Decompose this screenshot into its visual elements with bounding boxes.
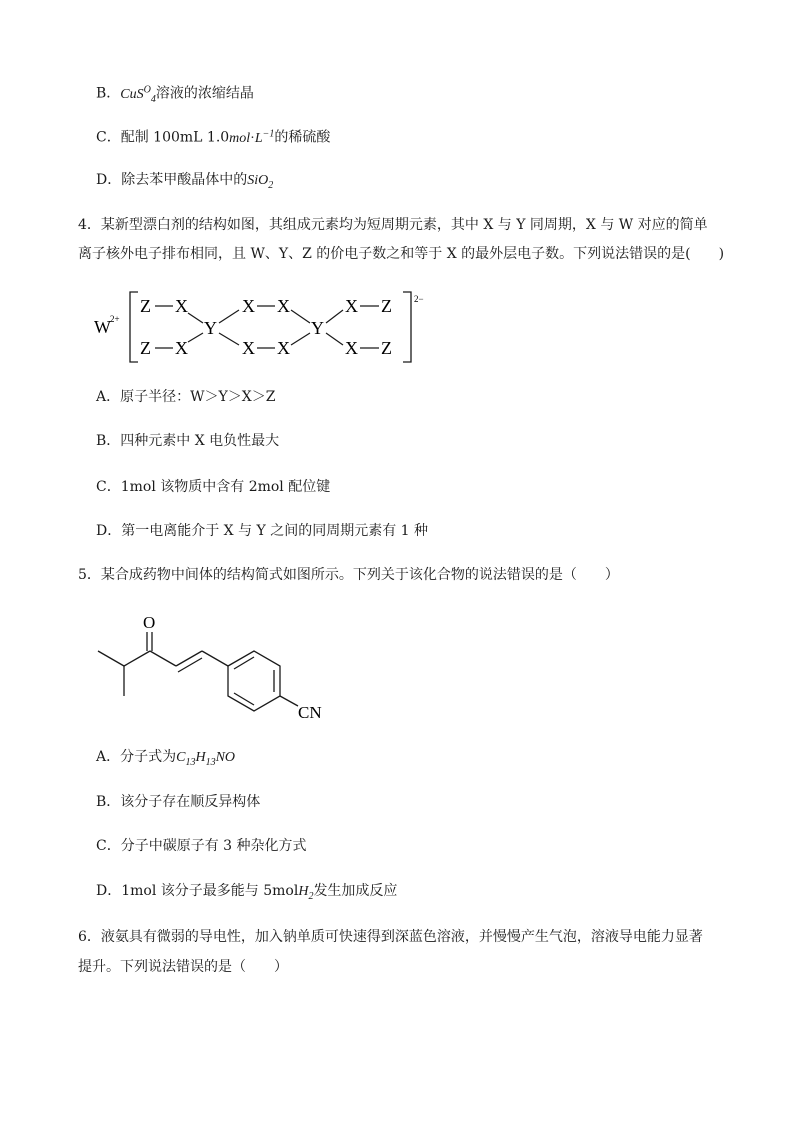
anion-charge: 2− [414,294,424,304]
q4-option-b: B．四种元素中 X 电负性最大 [96,433,280,449]
q5-option-a-formula [176,750,236,768]
unit-l: L [254,130,263,146]
cation-w: W [94,317,111,337]
formula-c-sub: 13 [185,756,196,768]
atom-x-mid-bl: X [242,338,255,358]
q3-option-c-unit [229,128,275,146]
formula-o2: O [258,173,269,188]
q4-option-d: D．第一电离能介于 X 与 Y 之间的同周期元素有 1 种 [96,523,429,539]
right-bracket [403,292,411,362]
unit-sup: −1 [262,128,275,139]
atom-oxygen: O [143,613,156,632]
atom-x-bottom-right: X [345,338,358,358]
atom-x-mid-br: X [277,338,290,358]
q5-option-b: B．该分子存在顺反异构体 [96,794,261,810]
formula-sub-4: 4 [150,93,156,105]
atom-x-bottom-left: X [175,338,188,358]
q5-option-d-formula [298,884,314,902]
atom-x-top-right: X [345,296,358,316]
atom-z-top-left: Z [140,296,151,316]
formula-h2: H [298,884,309,899]
q6-stem-line2: 提升。下列说法错误的是（ ） [78,959,288,975]
atom-y-left: Y [204,318,217,338]
q4-stem-line1: 4．某新型漂白剂的结构如图，其组成元素均为短周期元素，其中 X 与 Y 同周期，X 与 W 对应的简单 [78,217,708,233]
skeletal-bonds [98,632,298,711]
q5-option-d [96,881,397,907]
q3-option-c-suffix: 的稀硫酸 [274,129,331,146]
q5-stem: 5．某合成药物中间体的结构简式如图所示。下列关于该化合物的说法错误的是（ ） [78,567,619,583]
formula-h2-sub: 2 [308,890,314,902]
q3-option-b-formula [120,84,156,105]
atom-y-right: Y [311,318,324,338]
formula-o: O [143,84,151,95]
formula-cus: CuS [120,86,144,102]
q3-option-c-prefix: C．配制 100mL 1.0 [96,129,230,146]
q3-option-b-suffix: 溶液的浓缩结晶 [155,85,254,102]
q3-option-d-formula [247,173,274,191]
q5-option-c: C．分子中碳原子有 3 种杂化方式 [96,838,307,854]
atom-z-top-right: Z [381,296,392,316]
formula-h-sub: 13 [205,756,216,768]
q3-option-d [96,170,273,196]
atom-z-bottom-right: Z [381,338,392,358]
atom-x-mid-tl: X [242,296,255,316]
atom-x-top-left: X [175,296,188,316]
group-cn: CN [298,703,322,722]
q4-option-c: C．1mol 该物质中含有 2mol 配位键 [96,479,331,495]
atom-x-mid-tr: X [277,296,290,316]
formula-h: H [195,750,206,765]
q3-option-d-prefix: D．除去苯甲酸晶体中的 [96,172,248,188]
q4-structure-diagram [90,288,430,368]
q6-stem-line1: 6．液氨具有微弱的导电性，加入钠单质可快速得到深蓝色溶液，并慢慢产生气泡，溶液导电能力显著 [78,929,703,945]
q3-option-c [96,124,330,149]
unit-dot: · [250,130,255,146]
q5-option-a-prefix: A．分子式为 [96,749,177,765]
formula-si: Si [247,173,259,188]
formula-c: C [176,750,186,765]
q3-option-b [96,80,254,109]
q5-option-a [96,747,235,773]
q5-structure-diagram [94,610,334,725]
atom-z-bottom-left: Z [140,338,151,358]
q5-option-d-suffix: 发生加成反应 [313,883,398,899]
q3-option-b-prefix: B． [96,85,121,102]
q4-option-a: A．原子半径：W＞Y＞X＞Z [96,389,276,405]
unit-mol: mol [229,130,251,146]
formula-sub-2: 2 [268,179,274,191]
q5-option-d-prefix: D．1mol 该分子最多能与 5mol [96,883,299,899]
q4-stem-line2: 离子核外电子排布相同，且 W、Y、Z 的价电子数之和等于 X 的最外层电子数。下列说法错误的是( ) [78,246,725,262]
cation-charge: 2+ [110,314,120,324]
left-bracket [130,292,138,362]
formula-no: NO [215,750,236,765]
